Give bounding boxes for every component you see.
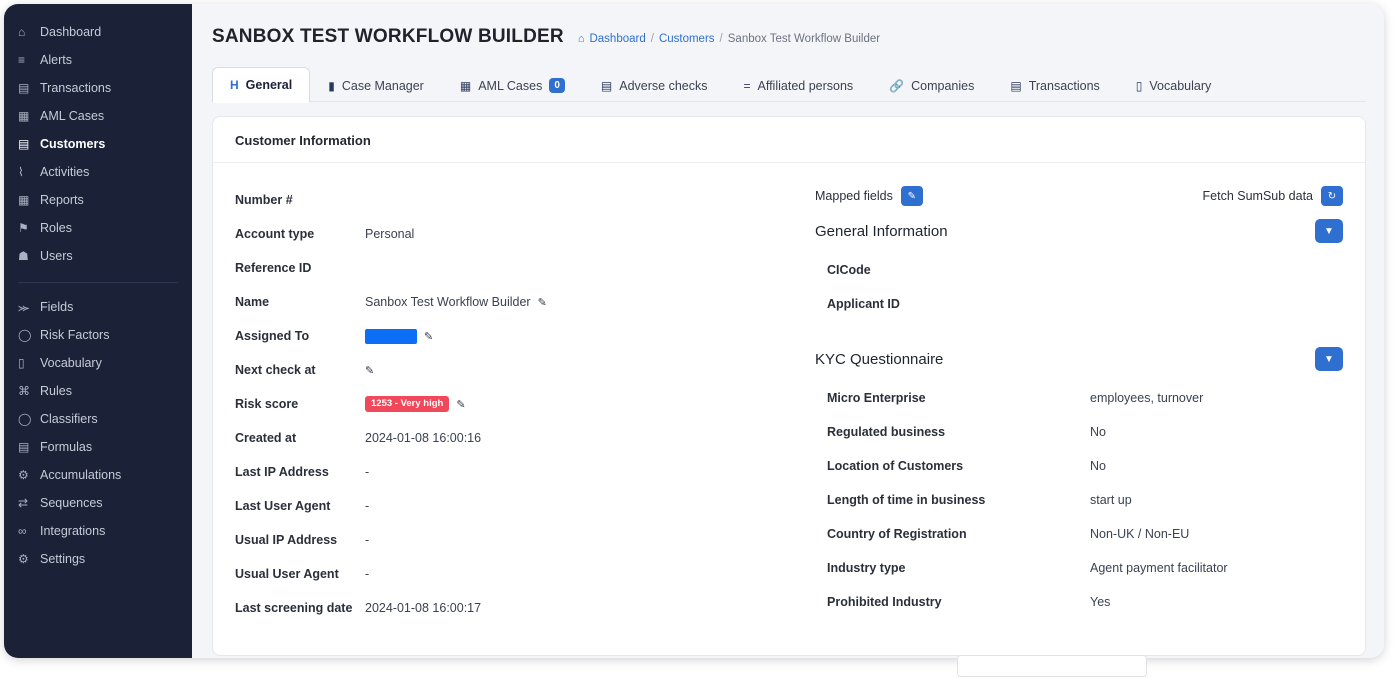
info-key: Prohibited Industry <box>827 595 942 609</box>
field-row-usual-user-agent <box>235 557 795 591</box>
field-value: Sanbox Test Workflow Builder <box>365 295 531 309</box>
field-row-next-check-at <box>235 353 795 387</box>
circle-icon: ◯ <box>18 412 32 426</box>
tab-label: Transactions <box>1028 78 1100 93</box>
info-key: Industry type <box>827 561 906 575</box>
kyc-row-regulated-business <box>815 415 1343 449</box>
info-value: No <box>1090 459 1106 473</box>
sidebar <box>4 4 192 658</box>
kyc-questionnaire-header <box>815 347 1343 371</box>
tab-adverse-checks[interactable] <box>583 67 726 103</box>
flag-icon: ⚑ <box>18 221 29 235</box>
sidebar-item-label: Rules <box>40 384 72 398</box>
field-label: Number # <box>235 193 293 207</box>
tab-label: Companies <box>911 78 975 93</box>
info-key: Micro Enterprise <box>827 391 926 405</box>
sidebar-item-roles[interactable] <box>4 214 192 242</box>
tab-aml-cases[interactable] <box>442 67 583 103</box>
sidebar-item-label: Integrations <box>40 524 106 538</box>
field-value: 2024-01-08 16:00:16 <box>365 431 482 445</box>
main-content <box>192 4 1384 658</box>
kyc-row-micro-enterprise <box>815 381 1343 415</box>
kyc-row-location-of-customers <box>815 449 1343 483</box>
field-row-reference-id <box>235 251 795 285</box>
field-row-risk-score <box>235 387 795 421</box>
sidebar-item-fields[interactable] <box>4 293 192 321</box>
field-value: - <box>365 465 370 479</box>
field-label: Account type <box>235 227 315 241</box>
pencil-icon[interactable]: ✎ <box>365 364 375 377</box>
info-key: Applicant ID <box>827 297 900 311</box>
field-label: Reference ID <box>235 261 312 275</box>
news-icon: ▤ <box>600 78 613 93</box>
briefcase-icon: ▦ <box>18 109 30 123</box>
field-label: Last screening date <box>235 601 353 615</box>
sidebar-item-label: Risk Factors <box>40 328 110 342</box>
sidebar-item-risk-factors[interactable] <box>4 321 192 349</box>
field-label: Last IP Address <box>235 465 329 479</box>
field-row-created-at <box>235 421 795 455</box>
title-row <box>212 20 1366 50</box>
tab-case-manager[interactable] <box>310 67 442 103</box>
card-icon: ▤ <box>18 137 30 151</box>
field-label: Next check at <box>235 363 316 377</box>
pencil-icon[interactable]: ✎ <box>456 398 466 411</box>
field-value: - <box>365 533 370 547</box>
sidebar-item-accumulations[interactable] <box>4 461 192 489</box>
puzzle-icon: ⌘ <box>18 384 30 398</box>
kyc-row-prohibited-industry <box>815 585 1343 619</box>
breadcrumb-current: Sanbox Test Workflow Builder <box>727 33 881 45</box>
info-key: CICode <box>827 263 871 277</box>
mapped-fields-column <box>815 183 1343 625</box>
kyc-row-length-of-time-in-business <box>815 483 1343 517</box>
sidebar-item-label: Fields <box>40 300 74 314</box>
document-icon: ▤ <box>18 81 30 95</box>
sidebar-item-label: Transactions <box>40 81 112 95</box>
field-label: Name <box>235 295 270 309</box>
customer-details-column <box>235 183 795 625</box>
sidebar-item-label: Reports <box>40 193 84 207</box>
equals-icon: = <box>743 78 751 93</box>
home-icon: ⌂ <box>577 33 585 45</box>
sidebar-item-dashboard[interactable] <box>4 18 192 46</box>
sidebar-item-customers[interactable] <box>4 130 192 158</box>
info-value: employees, turnover <box>1090 391 1204 405</box>
kyc-row-industry-type <box>815 551 1343 585</box>
formula-icon: ▤ <box>18 440 30 454</box>
field-row-name <box>235 285 795 319</box>
sidebar-item-label: Accumulations <box>40 468 122 482</box>
customer-information-card <box>212 116 1366 656</box>
info-key: Location of Customers <box>827 459 964 473</box>
sidebar-item-settings[interactable] <box>4 545 192 573</box>
page-title: SANBOX TEST WORKFLOW BUILDER <box>212 26 564 47</box>
fetch-sumsub-button[interactable]: ↻ <box>1321 186 1343 206</box>
sidebar-item-formulas[interactable] <box>4 433 192 461</box>
chevron-down-icon[interactable]: ▼ <box>1315 347 1343 371</box>
info-value: Yes <box>1090 595 1111 609</box>
field-label: Risk score <box>235 397 299 411</box>
field-row-last-ip-address <box>235 455 795 489</box>
field-label: Usual User Agent <box>235 567 339 581</box>
spacer <box>815 321 1343 343</box>
tab-companies[interactable] <box>871 67 992 103</box>
briefcase-icon: ▦ <box>459 78 472 93</box>
book-icon: ▯ <box>1135 78 1143 93</box>
sidebar-item-label: Sequences <box>40 496 103 510</box>
pencil-icon[interactable]: ✎ <box>537 296 547 309</box>
gear-icon: ⚙ <box>18 552 29 566</box>
fetch-sumsub-label: Fetch SumSub data <box>1202 189 1313 203</box>
sidebar-item-rules[interactable] <box>4 377 192 405</box>
info-value: Non-UK / Non-EU <box>1090 527 1190 541</box>
sidebar-item-label: Activities <box>40 165 90 179</box>
tab-label: Case Manager <box>341 78 424 93</box>
mapped-fields-label: Mapped fields <box>815 189 893 203</box>
field-value: Personal <box>365 227 415 241</box>
sidebar-item-label: Users <box>40 249 73 263</box>
breadcrumb-separator: / <box>719 33 723 45</box>
calendar-icon: ▦ <box>18 193 30 207</box>
pencil-icon[interactable]: ✎ <box>424 330 434 343</box>
tab-transactions[interactable] <box>992 67 1117 103</box>
sidebar-item-activities[interactable] <box>4 158 192 186</box>
info-row-cicode <box>815 253 1343 287</box>
sidebar-item-label: AML Cases <box>40 109 105 123</box>
field-row-usual-ip-address <box>235 523 795 557</box>
tab-label: AML Cases <box>478 78 543 93</box>
info-row-applicant-id <box>815 287 1343 321</box>
info-key: Country of Registration <box>827 527 967 541</box>
field-value: 2024-01-08 16:00:17 <box>365 601 482 615</box>
gear-icon: ⚙ <box>18 468 29 482</box>
link-icon: ∞ <box>18 524 27 538</box>
sidebar-item-users[interactable] <box>4 242 192 270</box>
folder-icon: ▮ <box>328 78 335 93</box>
sidebar-item-label: Dashboard <box>40 25 102 39</box>
breadcrumb-link-customers[interactable]: Customers <box>658 33 715 45</box>
section-title: KYC Questionnaire <box>815 350 944 368</box>
sidebar-item-integrations[interactable] <box>4 517 192 545</box>
info-value: start up <box>1090 493 1132 507</box>
field-row-account-type <box>235 217 795 251</box>
mapped-fields-row <box>815 183 1343 209</box>
tab-label: General <box>245 78 293 92</box>
link-icon: 🔗 <box>889 78 905 93</box>
sidebar-item-label: Classifiers <box>40 412 98 426</box>
sidebar-item-transactions[interactable] <box>4 74 192 102</box>
sidebar-item-aml-cases[interactable] <box>4 102 192 130</box>
field-row-last-user-agent <box>235 489 795 523</box>
assigned-to-swatch <box>365 329 417 344</box>
sidebar-item-sequences[interactable] <box>4 489 192 517</box>
chevron-down-icon[interactable]: ▼ <box>1315 219 1343 243</box>
tab-affiliated-persons[interactable] <box>725 67 871 103</box>
sliders-icon: ⪼ <box>18 299 30 314</box>
tab-label: Vocabulary <box>1149 78 1212 93</box>
sidebar-item-label: Customers <box>40 137 106 151</box>
kyc-row-country-of-registration <box>815 517 1343 551</box>
sidebar-item-classifiers[interactable] <box>4 405 192 433</box>
info-value: No <box>1090 425 1106 439</box>
sidebar-group-primary <box>4 18 192 270</box>
field-label: Created at <box>235 431 297 445</box>
breadcrumb-link-dashboard[interactable]: Dashboard <box>589 33 646 45</box>
field-value: - <box>365 499 370 513</box>
bottom-partial-element <box>957 655 1147 677</box>
breadcrumb-separator: / <box>650 33 654 45</box>
sidebar-item-label: Formulas <box>40 440 93 454</box>
breadcrumb <box>578 33 880 45</box>
document-icon: ▤ <box>1010 78 1022 93</box>
sidebar-item-reports[interactable] <box>4 186 192 214</box>
tab-label: Adverse checks <box>619 78 708 93</box>
app-window <box>4 4 1384 658</box>
shield-icon: ◯ <box>18 328 32 342</box>
sidebar-item-label: Alerts <box>40 53 72 67</box>
sidebar-item-label: Settings <box>40 552 86 566</box>
field-row-number <box>235 183 795 217</box>
status-badge: 1253 - Very high <box>365 396 449 412</box>
users-icon: ☗ <box>18 249 29 263</box>
sidebar-item-alerts[interactable] <box>4 46 192 74</box>
tab-label: Affiliated persons <box>757 78 854 93</box>
sidebar-item-label: Roles <box>40 221 72 235</box>
book-icon: ▯ <box>18 356 25 370</box>
info-key: Regulated business <box>827 425 946 439</box>
tab-bar <box>212 66 1366 102</box>
tab-vocabulary[interactable] <box>1118 67 1229 103</box>
card-body <box>213 163 1365 625</box>
h-icon: H <box>230 78 239 92</box>
sidebar-item-vocabulary[interactable] <box>4 349 192 377</box>
tab-general[interactable] <box>212 67 310 103</box>
info-key: Length of time in business <box>827 493 986 507</box>
tab-badge-count: 0 <box>549 78 565 93</box>
field-row-last-screening-date <box>235 591 795 625</box>
pulse-icon: ⌇ <box>18 165 24 179</box>
field-label: Last User Agent <box>235 499 331 513</box>
general-information-header <box>815 219 1343 243</box>
card-title: Customer Information <box>213 117 1365 163</box>
info-value: Agent payment facilitator <box>1090 561 1228 575</box>
list-icon: ≡ <box>18 53 26 67</box>
section-title: General Information <box>815 222 948 240</box>
sidebar-group-secondary <box>4 293 192 573</box>
sidebar-item-label: Vocabulary <box>40 356 102 370</box>
sidebar-divider <box>18 282 178 283</box>
swap-icon: ⇄ <box>18 496 29 510</box>
field-value: - <box>365 567 370 581</box>
field-label: Usual IP Address <box>235 533 338 547</box>
edit-mapped-fields-button[interactable]: ✎ <box>901 186 923 206</box>
field-label: Assigned To <box>235 329 310 343</box>
field-row-assigned-to <box>235 319 795 353</box>
home-icon: ⌂ <box>18 25 26 39</box>
